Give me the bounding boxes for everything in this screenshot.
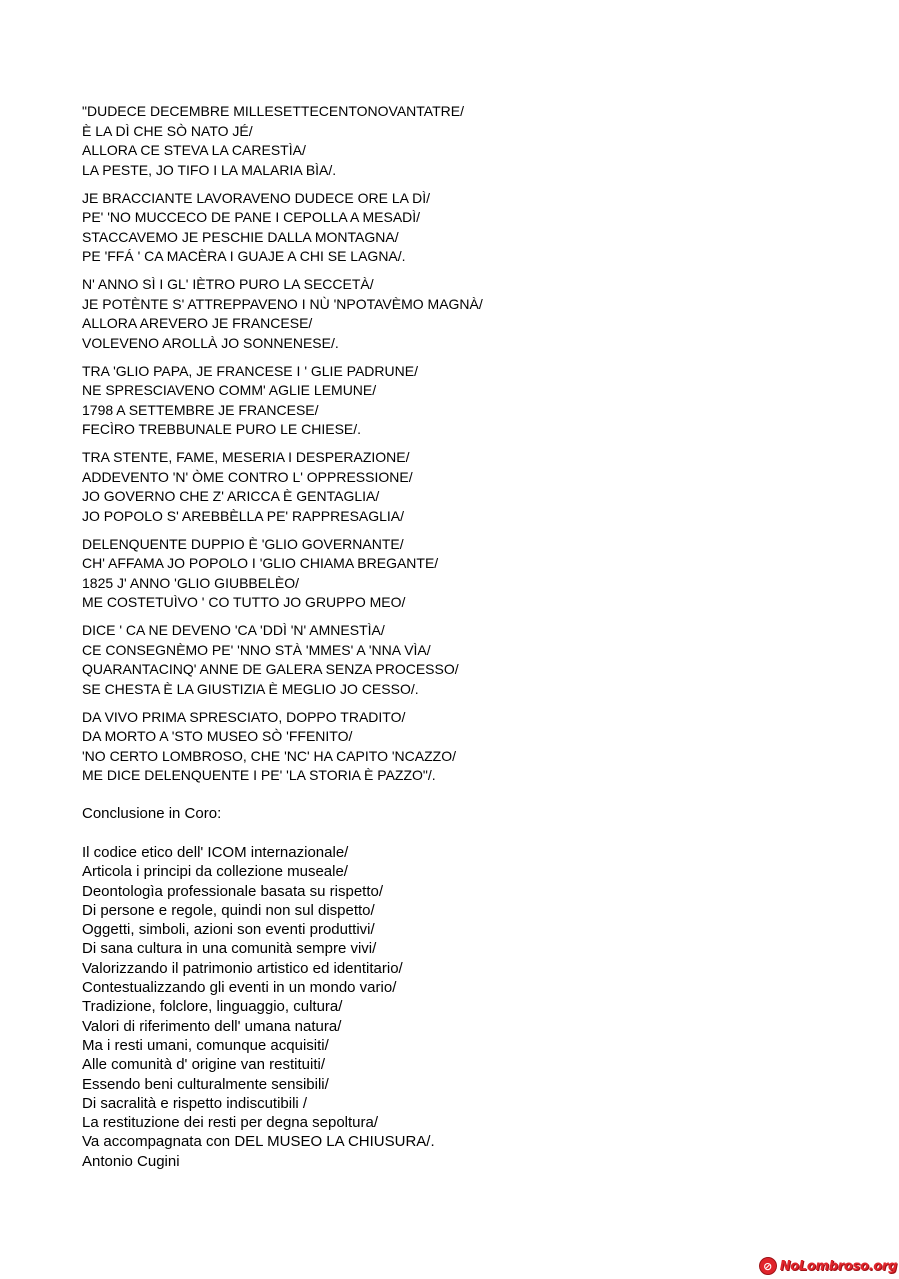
verse-line: 1798 A SETTEMBRE JE FRANCESE/ bbox=[82, 401, 319, 418]
verse-line: LA PESTE, JO TIFO I LA MALARIA BÌA/. bbox=[82, 161, 337, 178]
verse-line: JE BRACCIANTE LAVORAVENO DUDECE ORE LA DÌ/ bbox=[82, 189, 431, 206]
verse-line: Di persone e regole, quindi non sul dispetto/ bbox=[82, 901, 375, 919]
verse-line: TRA STENTE, FAME, MESERIA I DESPERAZIONE/ bbox=[82, 449, 410, 465]
stanza bbox=[82, 708, 862, 786]
verse-line: È LA DÌ CHE SÒ NATO JÉ/ bbox=[82, 122, 253, 139]
verse-line: DA VIVO PRIMA SPRESCIATO, DOPPO TRADITO/ bbox=[82, 708, 406, 725]
watermark-text: NoLombroso.org bbox=[779, 1258, 897, 1274]
verse-line: CH' AFFAMA JO POPOLO I 'GLIO CHIAMA BREGANTE/ bbox=[82, 555, 439, 571]
stanza bbox=[82, 102, 862, 180]
verse-line: PE 'FFÁ ' CA MACÈRA I GUAJE A CHI SE LAGNA/. bbox=[82, 248, 406, 264]
verse-line: DELENQUENTE DUPPIO È 'GLIO GOVERNANTE/ bbox=[82, 535, 404, 552]
verse-line: Alle comunità d' origine van restituiti/ bbox=[82, 1056, 325, 1074]
verse-line: NE SPRESCIAVENO COMM' AGLIE LEMUNE/ bbox=[82, 382, 377, 398]
verse-line: Oggetti, simboli, azioni son eventi produttivi/ bbox=[82, 921, 375, 939]
stanza bbox=[82, 362, 862, 440]
verse-line: FECÌRO TREBBUNALE PURO LE CHIESE/. bbox=[82, 421, 362, 437]
verse-line: JO POPOLO S' AREBBÈLLA PE' RAPPRESAGLIA/ bbox=[82, 507, 405, 524]
verse-line: Ma i resti umani, comunque acquisiti/ bbox=[82, 1036, 329, 1054]
verse-line: Articola i principi da collezione museale/ bbox=[82, 863, 348, 881]
verse-line: ADDEVENTO 'N' ÒME CONTRO L' OPPRESSIONE/ bbox=[82, 468, 413, 485]
verse-line: N' ANNO SÌ I GL' IÈTRO PURO LA SECCETÀ/ bbox=[82, 276, 374, 292]
stanza bbox=[82, 535, 862, 613]
stanza bbox=[82, 621, 862, 699]
verse-line: DICE ' CA NE DEVENO 'CA 'DDÌ 'N' AMNESTÌA/ bbox=[82, 622, 385, 638]
verse-line: Tradizione, folclore, linguaggio, cultura/ bbox=[82, 998, 343, 1016]
verse-line: La restituzione dei resti per degna sepoltura/ bbox=[82, 1114, 379, 1132]
verse-line: STACCAVEMO JE PESCHIE DALLA MONTAGNA/ bbox=[82, 228, 399, 245]
verse-line: "DUDECE DECEMBRE MILLESETTECENTONOVANTATRE/ bbox=[82, 103, 464, 119]
verse-line: Deontologìa professionale basata su rispetto/ bbox=[82, 882, 384, 900]
verse-line: 'NO CERTO LOMBROSO, CHE 'NC' HA CAPITO 'NCAZZO/ bbox=[82, 747, 456, 764]
verse-line: Va accompagnata con DEL MUSEO LA CHIUSURA/. bbox=[82, 1133, 435, 1151]
coro-heading: Conclusione in Coro: bbox=[82, 805, 222, 822]
verse-line: VOLEVENO AROLLÀ JO SONNENESE/. bbox=[82, 334, 339, 351]
stanza bbox=[82, 448, 862, 526]
stanza bbox=[82, 275, 862, 353]
verse-line: ME COSTETUÌVO ' CO TUTTO JO GRUPPO MEO/ bbox=[82, 594, 406, 610]
verse-line: DA MORTO A 'STO MUSEO SÒ 'FFENITO/ bbox=[82, 728, 353, 744]
coro-verses bbox=[82, 843, 862, 1171]
verse-line: TRA 'GLIO PAPA, JE FRANCESE I ' GLIE PADRUNE/ bbox=[82, 362, 418, 379]
verse-line: 1825 J' ANNO 'GLIO GIUBBELÈO/ bbox=[82, 574, 299, 591]
verse-line: Di sana cultura in una comunità sempre vivi/ bbox=[82, 940, 377, 958]
verse-line: JO GOVERNO CHE Z' ARICCA È GENTAGLIA/ bbox=[82, 488, 380, 504]
no-sign-icon: ⊘ bbox=[759, 1257, 777, 1275]
verse-line: Contestualizzando gli eventi in un mondo vario/ bbox=[82, 979, 397, 997]
verse-line: ALLORA AREVERO JE FRANCESE/ bbox=[82, 315, 313, 331]
author-signature: Antonio Cugini bbox=[82, 1152, 180, 1170]
verse-line: CE CONSEGNÈMO PE' 'NNO STÀ 'MMES' A 'NNA VÌA/ bbox=[82, 641, 431, 658]
verse-line: Valorizzando il patrimonio artistico ed identitario/ bbox=[82, 959, 403, 977]
verse-line: JE POTÈNTE S' ATTREPPAVENO I NÙ 'NPOTAVÈMO MAGNÀ/ bbox=[82, 295, 483, 312]
verse-line: QUARANTACINQ' ANNE DE GALERA SENZA PROCESSO/ bbox=[82, 661, 459, 677]
verse-line: Di sacralità e rispetto indiscutibili / bbox=[82, 1094, 308, 1112]
verse-line: SE CHESTA È LA GIUSTIZIA È MEGLIO JO CESSO/. bbox=[82, 680, 419, 697]
verse-line: Il codice etico dell' ICOM internazionale/ bbox=[82, 844, 349, 861]
poem bbox=[82, 102, 862, 794]
verse-line: PE' 'NO MUCCECO DE PANE I CEPOLLA A MESADÌ/ bbox=[82, 209, 421, 225]
verse-line: ALLORA CE STEVA LA CARESTÌA/ bbox=[82, 142, 306, 158]
verse-line: Valori di riferimento dell' umana natura/ bbox=[82, 1017, 342, 1035]
verse-line: Essendo beni culturalmente sensibili/ bbox=[82, 1075, 329, 1093]
stanza bbox=[82, 189, 862, 267]
watermark-logo bbox=[759, 1255, 897, 1277]
verse-line: ME DICE DELENQUENTE I PE' 'LA STORIA È PAZZO"/. bbox=[82, 767, 436, 783]
